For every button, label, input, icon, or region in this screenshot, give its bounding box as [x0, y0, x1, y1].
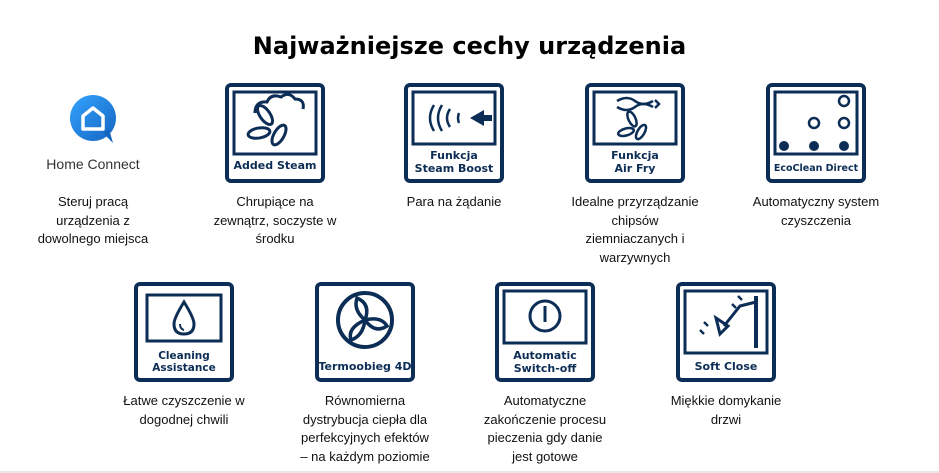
air-fry-icon [585, 83, 685, 183]
home-connect-label: Home Connect [46, 156, 140, 172]
svg-text:Switch-off: Switch-off [513, 362, 577, 375]
cleaning-assistance-icon [134, 282, 234, 382]
termoobieg-4d-icon [315, 282, 415, 382]
svg-text:Air Fry: Air Fry [614, 162, 656, 175]
svg-text:Funkcja: Funkcja [611, 149, 659, 162]
feature-caption-steam-boost: Para na żądanie [406, 194, 502, 209]
svg-text:Steam Boost: Steam Boost [414, 162, 494, 175]
svg-text:Soft Close: Soft Close [694, 360, 758, 373]
soft-close-icon [676, 282, 776, 382]
ecoclean-direct-icon [766, 83, 866, 183]
home-connect-icon [43, 85, 143, 185]
feature-caption-soft-close: Miękkie domykanie drzwi [670, 393, 782, 427]
added-steam-icon [225, 83, 325, 183]
svg-text:Assistance: Assistance [152, 362, 216, 374]
svg-text:EcoClean Direct: EcoClean Direct [773, 163, 859, 174]
feature-caption-ecoclean-direct: Automatyczny system czyszczenia [752, 194, 880, 228]
svg-text:Funkcja: Funkcja [430, 149, 478, 162]
feature-caption-cleaning-assistance: Łatwe czyszczenie w dogodnej chwili [123, 393, 245, 427]
steam-boost-icon [404, 83, 504, 183]
feature-caption-automatic-switch-off: Automatyczne zakończenie procesu pieczenia gdy danie jest gotowe [483, 393, 607, 464]
feature-caption-added-steam: Chrupiące na zewnątrz, soczyste w środku [213, 194, 337, 246]
feature-caption-air-fry: Idealne przyrządzanie chipsów ziemniaczanych i warzywnych [571, 194, 699, 265]
svg-text:Automatic: Automatic [513, 349, 577, 362]
svg-text:Termoobieg 4D: Termoobieg 4D [318, 360, 412, 373]
automatic-switch-off-icon [495, 282, 595, 382]
page-title: Najważniejsze cechy urządzenia [252, 32, 687, 60]
svg-text:Added Steam: Added Steam [233, 159, 317, 172]
feature-caption-home-connect: Steruj pracą urządzenia z dowolnego miejsca [37, 194, 149, 246]
feature-caption-termoobieg-4d: Równomierna dystrybucja ciepła dla perfekcyjnych efektów – na każdym poziomie [300, 393, 430, 464]
svg-text:Cleaning: Cleaning [158, 350, 210, 362]
